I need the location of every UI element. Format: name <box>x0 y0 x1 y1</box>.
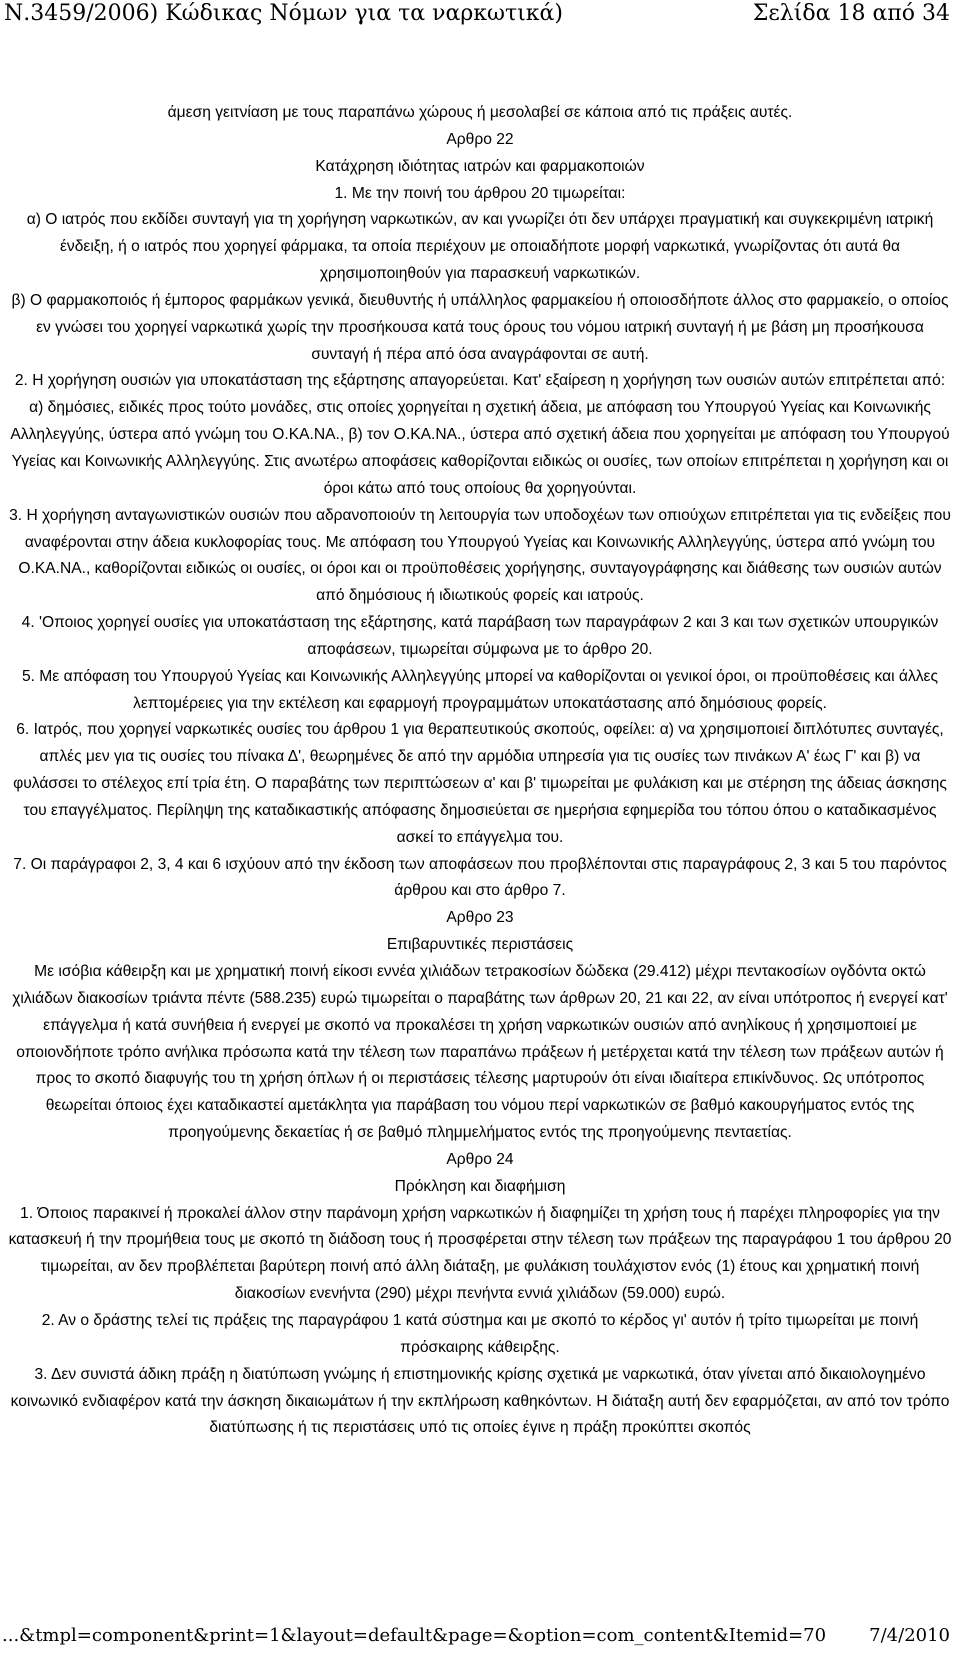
article-subtitle: Κατάχρηση ιδιότητας ιατρών και φαρμακοποιών <box>315 157 645 175</box>
document-body <box>6 100 954 1442</box>
article-heading: Αρθρο 22 <box>446 130 514 148</box>
paragraph: 7. Οι παράγραφοι 2, 3, 4 και 6 ισχύουν από την έκδοση των αποφάσεων που προβλέπονται στις παραγράφους 2, 3 και 5 του παρόντος άρθρου και στο άρθρο 7. <box>13 855 947 900</box>
paragraph: 1. Με την ποινή του άρθρου 20 τιμωρείται: <box>334 184 626 202</box>
paragraph: β) Ο φαρμακοποιός ή έμπορος φαρμάκων γενικά, διευθυντής ή υπάλληλος φαρμακείου ή οποιοσδήποτε άλλος στο φαρμακείο, ο οποίος εν γνώσει του χορηγεί ναρκωτικά χωρίς την προσήκουσα κατά τους όρους του νόμου ιατρική συνταγή ή με βάση μη προσήκουσα συνταγή ή πέρα από όσα αναγράφονται σε αυτή. <box>11 291 949 363</box>
paragraph: 2. Η χορήγηση ουσιών για υποκατάσταση της εξάρτησης απαγορεύεται. Κατ' εξαίρεση η χορήγηση των ουσιών αυτών επιτρέπεται από: α) δημόσιες, ειδικές προς τούτο μονάδες, στις οποίες χορηγείται η σχετική άδεια, με απόφαση του Υπουργού Υγείας και Κοινωνικής Αλληλεγγύης, ύστερα από γνώμη του Ο.ΚΑ.ΝΑ., β) τον Ο.ΚΑ.ΝΑ., ύστερα από σχετική άδεια που χορηγείται με απόφαση του Υπουργού Υγείας και Κοινωνικής Αλληλεγγύης. Στις ανωτέρω αποφάσεις καθορίζονται ειδικώς οι ουσίες, των οποίων επιτρέπεται η χορήγηση και οι όροι κάτω από τους οποίους θα χορηγούνται. <box>10 372 950 497</box>
page-number: Σελίδα 18 από 34 <box>752 1 950 26</box>
paragraph: 2. Αν ο δράστης τελεί τις πράξεις της παραγράφου 1 κατά σύστημα και με σκοπό το κέρδος γι' αυτόν ή τρίτο τιμωρείται με ποινή πρόσκαιρης κάθειρξης. <box>41 1311 919 1356</box>
paragraph: Με ισόβια κάθειρξη και με χρηματική ποινή είκοσι εννέα χιλιάδων τετρακοσίων δώδεκα (29.412) μέχρι πεντακοσίων ογδόντα οκτώ χιλιάδων διακοσίων τριάντα πέντε (588.235) ευρώ τιμωρείται ο παραβάτης των άρθρων 20, 21 και 22, αν είναι υπότροπος ή ενεργεί κατ' επάγγελμα ή κατά συνήθεια ή ενεργεί με σκοπό να προκαλέσει τη χρήση ναρκωτικών ουσιών από ανηλίκους ή χρησιμοποιεί με οποιονδήποτε τρόπο ανήλικα πρόσωπα κατά την τέλεση των παραπάνω πράξεων ή μετέρχεται κατά την τέλεση των πράξεων αυτών ή προς το σκοπό διαφυγής του τη χρήση όπλων ή οι περιστάσεις τέλεσης μαρτυρούν ότι είναι ιδιαίτερα επικίνδυνος. Ως υπότροπος θεωρείται όποιος έχει καταδικαστεί αμετάκλητα για παράβαση του νόμου περί ναρκωτικών σε βαθμό κακουργήματος εντός της προηγούμενης δεκαετίας ή σε βαθμό πλημμελήματος εντός της προηγούμενης πενταετίας. <box>12 963 948 1142</box>
page-footer <box>0 1625 960 1653</box>
paragraph: 3. Η χορήγηση ανταγωνιστικών ουσιών που αδρανοποιούν τη λειτουργία των υποδοχέων των οπιούχων επιτρέπεται για τις ενδείξεις που αναφέρονται στην άδεια κυκλοφορίας τους. Με απόφαση του Υπουργού Υγείας και Κοινωνικής Αλληλεγγύης, ύστερα από γνώμη του Ο.ΚΑ.ΝΑ., καθορίζονται ειδικώς οι ουσίες, οι όροι και οι προϋποθέσεις χορήγησης, συνταγογράφησης και διάθεσης των ουσιών αυτών από δημόσιους ή ιδιωτικούς φορείς και ιατρούς. <box>9 506 951 605</box>
paragraph: 4. 'Οποιος χορηγεί ουσίες για υποκατάσταση της εξάρτησης, κατά παράβαση των παραγράφων 2 και 3 και των σχετικών υπουργικών αποφάσεων, τιμωρείται σύμφωνα με το άρθρο 20. <box>21 614 939 658</box>
article-subtitle: Επιβαρυντικές περιστάσεις <box>386 936 574 954</box>
page-header <box>0 0 960 34</box>
article-subtitle: Πρόκληση και διαφήμιση <box>394 1177 566 1195</box>
paragraph: 3. Δεν συνιστά άδικη πράξη η διατύπωση γνώμης ή επιστημονικής κρίσης σχετικά με ναρκωτικά, όταν γίνεται από δικαιολογημένο κοινωνικό ενδιαφέρον κατά την άσκηση δικαιωμάτων ή την εκπλήρωση καθηκόντων. Η διάταξη αυτή δεν εφαρμόζεται, αν από τον τρόπο διατύπωσης ή τις περιστάσεις υπό τις οποίες έγινε η πράξη προκύπτει σκοπός <box>10 1365 950 1437</box>
paragraph: 1. Όποιος παρακινεί ή προκαλεί άλλον στην παράνομη χρήση ναρκωτικών ή διαφημίζει τη χρήση τους ή παρέχει πληροφορίες για την κατασκευή ή την προμήθεια τους με σκοπό τη διάδοση τους ή προσφέρεται στην τέλεση των πράξεων της παραγράφου 1 του άρθρου 20 τιμωρείται, αν δεν προβλέπεται βαρύτερη ποινή από άλλη διάταξη, με φυλάκιση τουλάχιστον ενός (1) έτους και χρηματική ποινή διακοσίων ενενήντα (290) μέχρι πενήντα εννιά χιλιάδων (59.000) ευρώ. <box>8 1204 952 1303</box>
paragraph: άμεση γειτνίαση με τους παραπάνω χώρους ή μεσολαβεί σε κάποια από τις πράξεις αυτές. <box>167 104 793 121</box>
footer-date: 7/4/2010 <box>869 1625 950 1646</box>
document-title: Ν.3459/2006) Κώδικας Νόμων για τα ναρκωτικά) <box>4 1 563 26</box>
paragraph: α) Ο ιατρός που εκδίδει συνταγή για τη χορήγηση ναρκωτικών, αν και γνωρίζει ότι δεν υπάρχει πραγματική και συγκεκριμένη ιατρική ένδειξη, ή ο ιατρός που χορηγεί φάρμακα, τα οποία περιέχουν με οποιαδήποτε μορφή ναρκωτικά, γνωρίζοντας ότι αυτά θα χρησιμοποιηθούν για παρασκευή ναρκωτικών. <box>26 211 934 283</box>
article-heading: Αρθρο 24 <box>446 1150 514 1168</box>
article-heading: Αρθρο 23 <box>446 909 514 927</box>
paragraph: 6. Ιατρός, που χορηγεί ναρκωτικές ουσίες του άρθρου 1 για θεραπευτικούς σκοπούς, οφείλει: α) να χρησιμοποιεί διπλότυπες συνταγές, απλές μεν για τις ουσίες του πίνακα Δ', θεωρημένες δε από την αρμόδια υπηρεσία για τις ουσίες των πινάκων Α' έως Γ' και β) να φυλάσσει το στέλεχος επί τρία έτη. Ο παραβάτης των περιπτώσεων α' και β' τιμωρείται με φυλάκιση και με στέρηση της άδειας άσκησης του επαγγέλματος. Περίληψη της καταδικαστικής απόφασης δημοσιεύεται σε ημερήσια εφημερίδα του τόπου όπου ο καταδικασμένος ασκεί το επάγγελμα του. <box>13 721 947 846</box>
footer-url: ...&tmpl=component&print=1&layout=default&page=&option=com_content&Itemid=70 <box>2 1625 827 1646</box>
paragraph: 5. Με απόφαση του Υπουργού Υγείας και Κοινωνικής Αλληλεγγύης μπορεί να καθορίζονται οι γενικοί όροι, οι προϋποθέσεις και άλλες λεπτομέρειες για την εκτέλεση και εφαρμογή προγραμμάτων υποκατάστασης από δημόσιους φορείς. <box>21 667 939 712</box>
